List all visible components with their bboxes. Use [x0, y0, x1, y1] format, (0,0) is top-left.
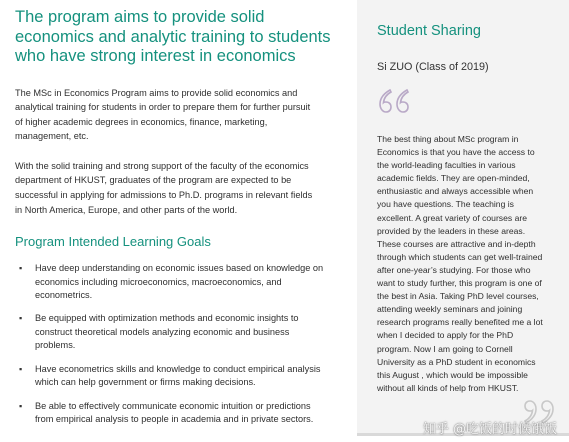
bullet-icon: ▪: [19, 313, 23, 324]
bullet-icon: ▪: [19, 263, 23, 274]
bullet-icon: ▪: [19, 400, 23, 411]
sidebar-title: Student Sharing: [377, 23, 481, 39]
student-sharing-panel: [357, 0, 569, 436]
goal-text: Have deep understanding on economic issues based on knowledge on economics including microeconomics, macroeconomics, and econometrics.: [35, 263, 324, 301]
list-item: [15, 400, 327, 427]
page-title: The program aims to provide solid economics and analytic training to students who have strong interest in economics: [15, 8, 331, 65]
list-item: [15, 262, 327, 302]
outcome-paragraph: With the solid training and strong support of the faculty of the economics department of HKUST, graduates of the program are expected to be successful in applying for admissions to Ph.D. programs in relevant fields in North America, Europe, and other parts of the world.: [15, 160, 313, 215]
list-item: [15, 363, 327, 390]
intro-paragraph: The MSc in Economics Program aims to provide solid economics and analytical training for students in order to prepare them for further pursuit of higher academic degrees in economics, finance, marketing, management, etc.: [15, 87, 311, 142]
list-item: [15, 312, 327, 352]
testimonial-text: The best thing about MSc program in Economics is that you have the access to the world-leading faculties in various academic fields. They are open-minded, enthusiastic and always accessible when you have questions. The teaching is excellent. A great variety of courses are provided by the leaders in these areas. These courses are attractive and in-depth through which students can get well-trained after one-year’s studying. For those who want to study further, this program is one of the best in Asia. Taking PhD level courses, attending weekly seminars and joining research programs really benefited me a lot when I decided to apply for the PhD program. Now I am going to Cornell University as a PhD student in economics this August , which would be impossible without all kinds of help from HKUST.: [377, 134, 543, 393]
goal-text: Be equipped with optimization methods and economic insights to construct theoretical models analyzing economic and business problems.: [35, 313, 299, 351]
goal-text: Be able to effectively communicate economic intuition or predictions from empirical analysis to people in academia and in private sectors.: [35, 400, 314, 424]
quote-open-icon: [377, 88, 411, 114]
watermark-text: 知乎 @吃饭的时候饿饭: [422, 422, 557, 437]
bullet-icon: ▪: [19, 363, 23, 374]
goals-heading: Program Intended Learning Goals: [15, 234, 211, 250]
goals-list: [15, 262, 352, 426]
goal-text: Have econometrics skills and knowledge to conduct empirical analysis which can help government or firms making decisions.: [35, 363, 321, 388]
student-name: Si ZUO (Class of 2019): [377, 61, 489, 73]
